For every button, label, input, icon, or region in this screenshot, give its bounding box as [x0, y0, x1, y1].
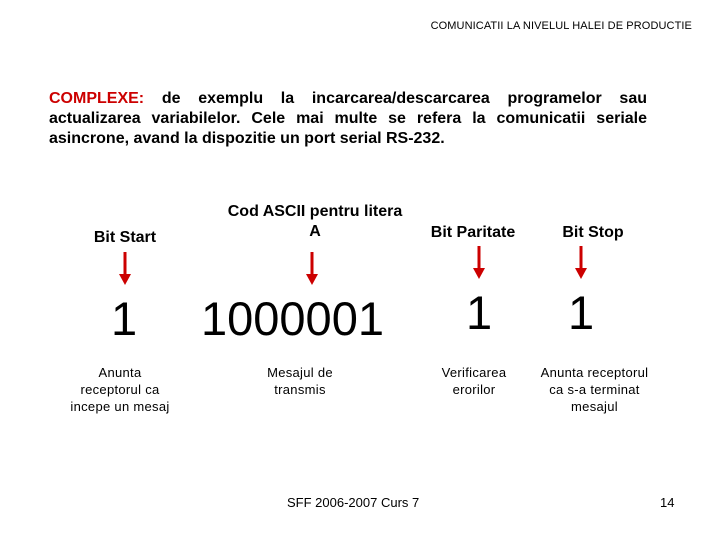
arrow-down-icon — [304, 252, 320, 286]
arrow-down-icon — [573, 246, 589, 280]
intro-keyword: COMPLEXE: — [49, 90, 145, 107]
label-ascii-code: Cod ASCII pentru litera A — [227, 203, 403, 240]
desc-bit-start: Anunta receptorul ca incepe un mesaj — [70, 365, 170, 414]
page-number: 14 — [660, 495, 675, 510]
desc-ascii-code: Mesajul de transmis — [267, 365, 333, 397]
arrow-down-icon — [471, 246, 487, 280]
intro-text: de exemplu la incarcarea/descarcarea programelor sau actualizarea variabilelor. Cele mai multe se refera la comunicatii seriale asincrone, avand la dispozitie un port serial RS-232. — [49, 90, 647, 147]
label-bit-parity: Bit Paritate — [430, 224, 516, 241]
value-bit-parity: 1 — [466, 286, 493, 339]
slide-header: COMUNICATII LA NIVELUL HALEI DE PRODUCTIE — [430, 20, 692, 32]
label-bit-start: Bit Start — [93, 229, 157, 246]
label-bit-stop: Bit Stop — [562, 224, 624, 241]
value-bit-start: 1 — [111, 292, 138, 345]
desc-bit-parity: Verificarea erorilor — [441, 365, 507, 397]
footer-text: SFF 2006-2007 Curs 7 — [287, 495, 420, 510]
desc-bit-stop: Anunta receptorul ca s-a terminat mesajul — [540, 365, 649, 414]
value-ascii-code: 1000001 — [201, 292, 384, 345]
intro-paragraph — [49, 89, 647, 149]
value-bit-stop: 1 — [568, 286, 595, 339]
arrow-down-icon — [117, 252, 133, 286]
